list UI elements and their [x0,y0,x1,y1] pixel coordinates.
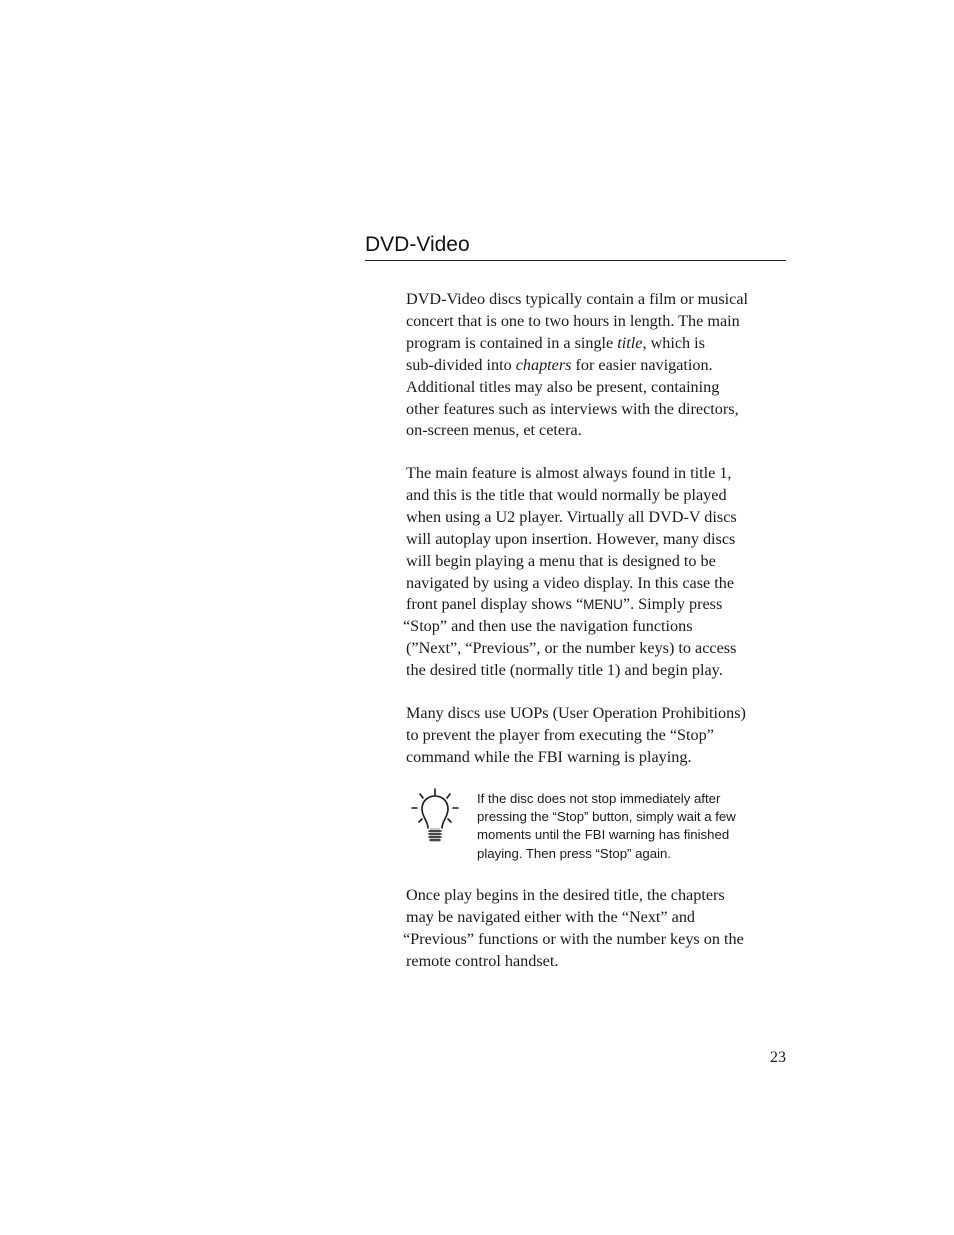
text-run: , which is [642,333,705,352]
tip-note [477,790,777,863]
text-line: “Previous” functions or with the number keys on the [403,929,744,948]
paragraph-uops [406,703,791,769]
text-line: remote control handset. [406,951,559,970]
text-line: concert that is one to two hours in length. The main [406,311,740,330]
text-line [406,594,791,616]
display-menu-text: MENU [583,597,623,613]
paragraph-chapters [403,885,791,973]
text-line: when using a U2 player. Virtually all DVD-V discs [406,507,737,526]
heading-rule [365,260,786,261]
paragraph-intro [406,289,791,442]
text-line: Many discs use UOPs (User Operation Prohibitions) [406,704,746,722]
paragraph-main-feature [403,463,791,682]
text-line [406,355,791,377]
text-run: ”. Simply press [622,595,723,614]
text-run: front panel display shows “ [406,595,584,614]
text-line: will autoplay upon insertion. However, many discs [406,529,736,548]
text-line: will begin playing a menu that is designed to be [406,551,716,570]
emphasis-chapters: chapters [515,355,572,374]
text-line: and this is the title that would normally be played [406,485,727,504]
lightbulb-icon [410,788,460,846]
text-line: DVD-Video discs typically contain a film or musical [406,290,749,308]
text-line: the desired title (normally title 1) and begin play. [406,661,723,680]
text-line: (”Next”, “Previous”, or the number keys) to access [406,639,737,658]
text-line: Additional titles may also be present, containing [406,377,720,396]
text-line: navigated by using a video display. In this case the [406,573,735,592]
text-line: to prevent the player from executing the “Stop” [406,725,714,744]
text-run: sub-divided into [406,355,516,374]
text-run: program is contained in a single [406,333,618,352]
text-line: “Stop” and then use the navigation functions [403,617,693,636]
tip-line: If the disc does not stop immediately after [477,791,721,806]
page-number: 23 [770,1049,786,1066]
tip-line: pressing the “Stop” button, simply wait a few [477,809,736,825]
text-line: command while the FBI warning is playing. [406,747,692,766]
tip-line: playing. Then press “Stop” again. [477,845,672,861]
text-line: other features such as interviews with the directors, [406,399,739,418]
text-line [406,333,791,355]
text-line: on-screen menus, et cetera. [406,421,582,440]
tip-line: moments until the FBI warning has finished [477,827,730,843]
emphasis-title: title [617,333,643,352]
text-line: Once play begins in the desired title, the chapters [406,886,725,904]
text-run: for easier navigation. [571,355,713,374]
section-title: DVD-Video [365,233,470,256]
text-line: The main feature is almost always found in title 1, [406,464,732,482]
text-line: may be navigated either with the “Next” and [406,907,696,926]
